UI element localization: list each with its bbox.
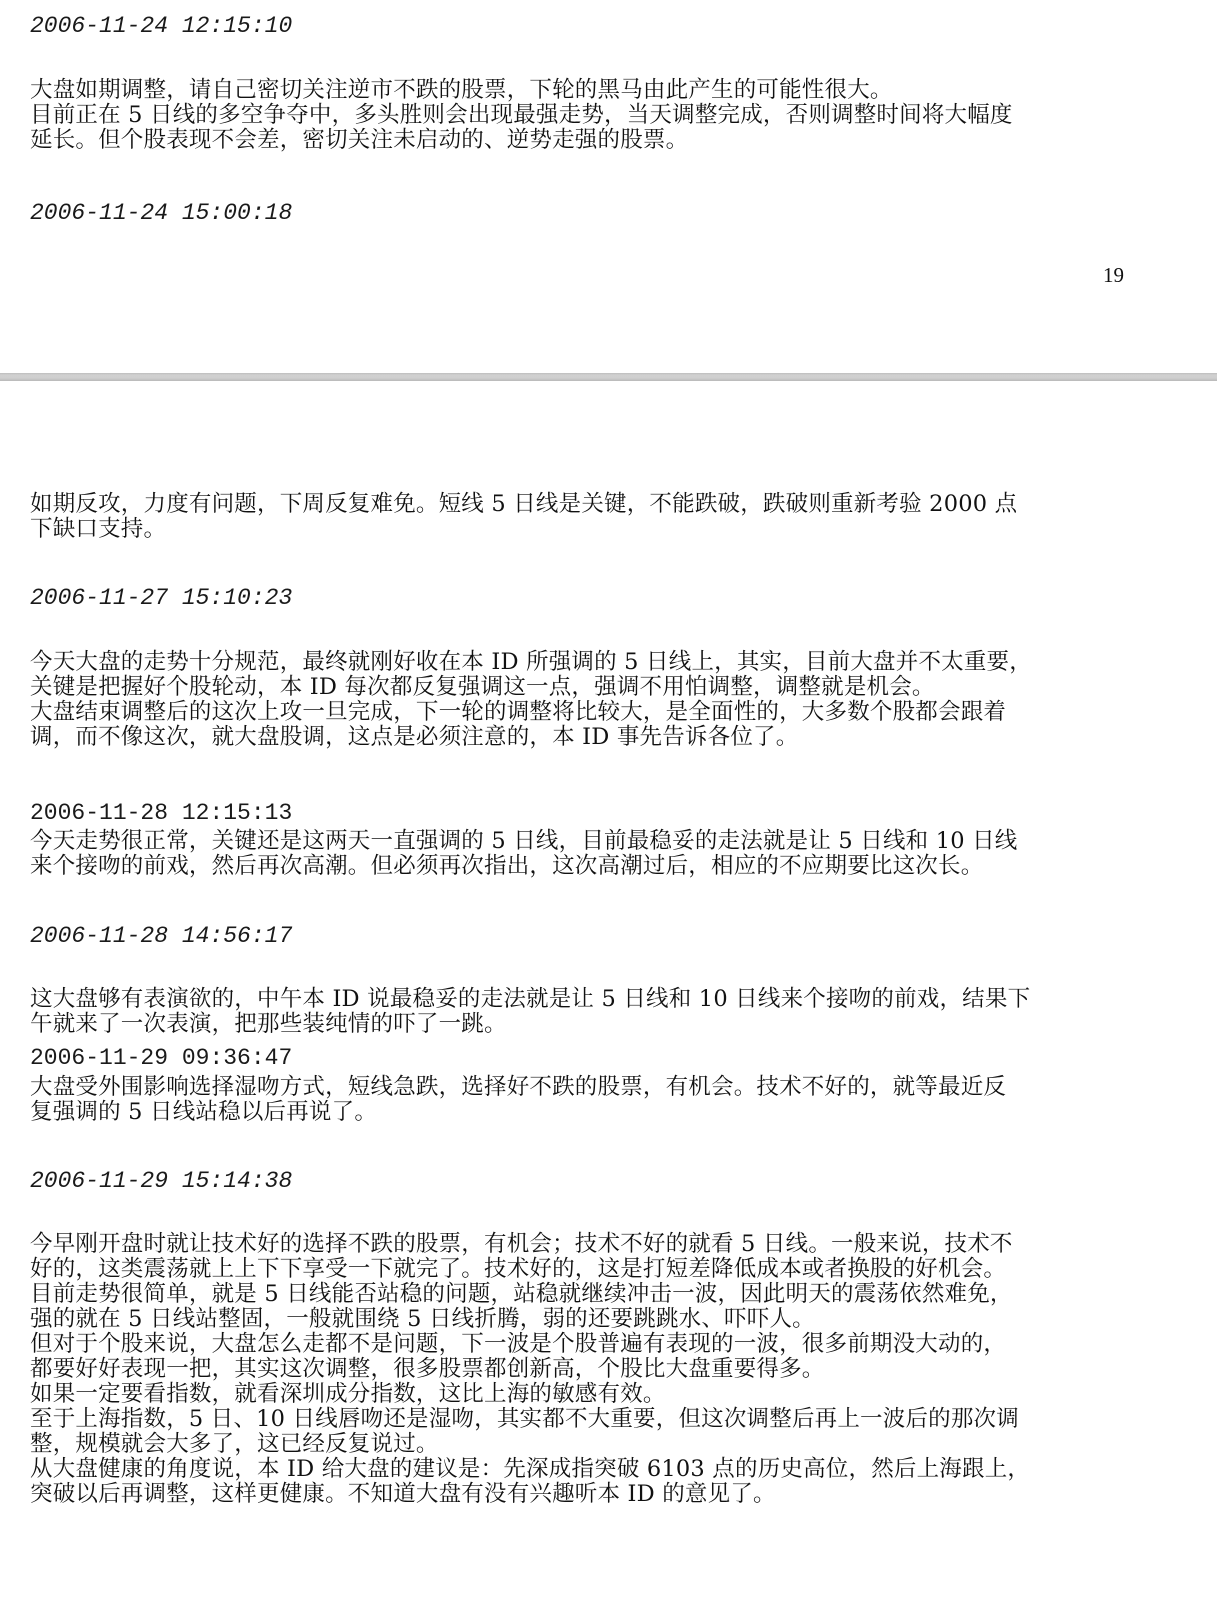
paragraph-line: 目前正在 5 日线的多空争夺中，多头胜则会出现最强走势，当天调整完成，否则调整时间将大幅度 bbox=[30, 102, 1013, 128]
paragraph-line: 今天走势很正常，关键还是这两天一直强调的 5 日线，目前最稳妥的走法就是让 5 日线和 10 日线 bbox=[30, 828, 1018, 854]
paragraph-line: 都要好好表现一把，其实这次调整，很多股票都创新高，个股比大盘重要得多。 bbox=[30, 1356, 825, 1382]
entry-body bbox=[30, 987, 1140, 1037]
paragraph-line: 至于上海指数，5 日、10 日线唇吻还是湿吻，其实都不大重要，但这次调整后再上一波后的那次调 bbox=[30, 1406, 1019, 1432]
entry-body bbox=[30, 492, 1140, 542]
paragraph-line: 如果一定要看指数，就看深圳成分指数，这比上海的敏感有效。 bbox=[30, 1381, 666, 1407]
paragraph-line: 整，规模就会大多了，这已经反复说过。 bbox=[30, 1431, 439, 1457]
entry-timestamp: 2006-11-28 12:15:13 bbox=[30, 800, 293, 826]
paragraph-line: 突破以后再调整，这样更健康。不知道大盘有没有兴趣听本 ID 的意见了。 bbox=[30, 1481, 776, 1507]
paragraph-line: 强的就在 5 日线站整固，一般就围绕 5 日线折腾，弱的还要跳跳水、吓吓人。 bbox=[30, 1306, 815, 1332]
page-number: 19 bbox=[1103, 263, 1124, 287]
entry-timestamp: 2006-11-29 09:36:47 bbox=[30, 1045, 293, 1071]
paragraph-line: 大盘如期调整，请自己密切关注逆市不跌的股票，下轮的黑马由此产生的可能性很大。 bbox=[30, 77, 893, 103]
entry-timestamp: 2006-11-24 15:00:18 bbox=[30, 200, 293, 226]
entry-timestamp: 2006-11-24 12:15:10 bbox=[30, 13, 293, 39]
paragraph-line: 今早刚开盘时就让技术好的选择不跌的股票，有机会；技术不好的就看 5 日线。一般来说，技术不 bbox=[30, 1231, 1013, 1257]
paragraph-line: 大盘结束调整后的这次上攻一旦完成，下一轮的调整将比较大，是全面性的，大多数个股都会跟着 bbox=[30, 699, 1007, 725]
paragraph-line: 今天大盘的走势十分规范，最终就刚好收在本 ID 所强调的 5 日线上，其实，目前大盘并不太重要， bbox=[30, 649, 1032, 675]
paragraph-line: 下缺口支持。 bbox=[30, 516, 167, 542]
paragraph-line: 但对于个股来说，大盘怎么走都不是问题，下一波是个股普遍有表现的一波，很多前期没大动的， bbox=[30, 1331, 1007, 1357]
entry-body bbox=[30, 1232, 1140, 1507]
paragraph-line: 好的，这类震荡就上上下下享受一下就完了。技术好的，这是打短差降低成本或者换股的好机会。 bbox=[30, 1256, 1007, 1282]
entry-timestamp: 2006-11-28 14:56:17 bbox=[30, 923, 293, 949]
paragraph-line: 午就来了一次表演，把那些装纯情的吓了一跳。 bbox=[30, 1011, 507, 1037]
paragraph-line: 大盘受外围影响选择湿吻方式，短线急跌，选择好不跌的股票，有机会。技术不好的，就等最近反 bbox=[30, 1074, 1007, 1100]
entry-body bbox=[30, 1075, 1140, 1125]
paragraph-line: 从大盘健康的角度说，本 ID 给大盘的建议是：先深成指突破 6103 点的历史高位，然后上海跟上， bbox=[30, 1456, 1031, 1482]
entry-body bbox=[30, 650, 1140, 750]
entry-body bbox=[30, 829, 1140, 879]
entry-timestamp: 2006-11-27 15:10:23 bbox=[30, 585, 293, 611]
paragraph-line: 如期反攻，力度有问题，下周反复难免。短线 5 日线是关键，不能跌破，跌破则重新考验 2000 点 bbox=[30, 491, 1018, 517]
page-separator bbox=[0, 373, 1217, 381]
paragraph-line: 这大盘够有表演欲的，中午本 ID 说最稳妥的走法就是让 5 日线和 10 日线来个接吻的前戏，结果下 bbox=[30, 986, 1031, 1012]
paragraph-line: 目前走势很简单，就是 5 日线能否站稳的问题，站稳就继续冲击一波，因此明天的震荡依然难免， bbox=[30, 1281, 1013, 1307]
paragraph-line: 延长。但个股表现不会差，密切关注未启动的、逆势走强的股票。 bbox=[30, 127, 689, 153]
entry-timestamp: 2006-11-29 15:14:38 bbox=[30, 1168, 293, 1194]
paragraph-line: 关键是把握好个股轮动，本 ID 每次都反复强调这一点，强调不用怕调整，调整就是机会。 bbox=[30, 674, 935, 700]
document-page-19 bbox=[0, 0, 1217, 373]
paragraph-line: 来个接吻的前戏，然后再次高潮。但必须再次指出，这次高潮过后，相应的不应期要比这次长。 bbox=[30, 853, 984, 879]
paragraph-line: 复强调的 5 日线站稳以后再说了。 bbox=[30, 1099, 378, 1125]
entry-body bbox=[30, 78, 1140, 153]
paragraph-line: 调，而不像这次，就大盘股调，这点是必须注意的，本 ID 事先告诉各位了。 bbox=[30, 724, 799, 750]
